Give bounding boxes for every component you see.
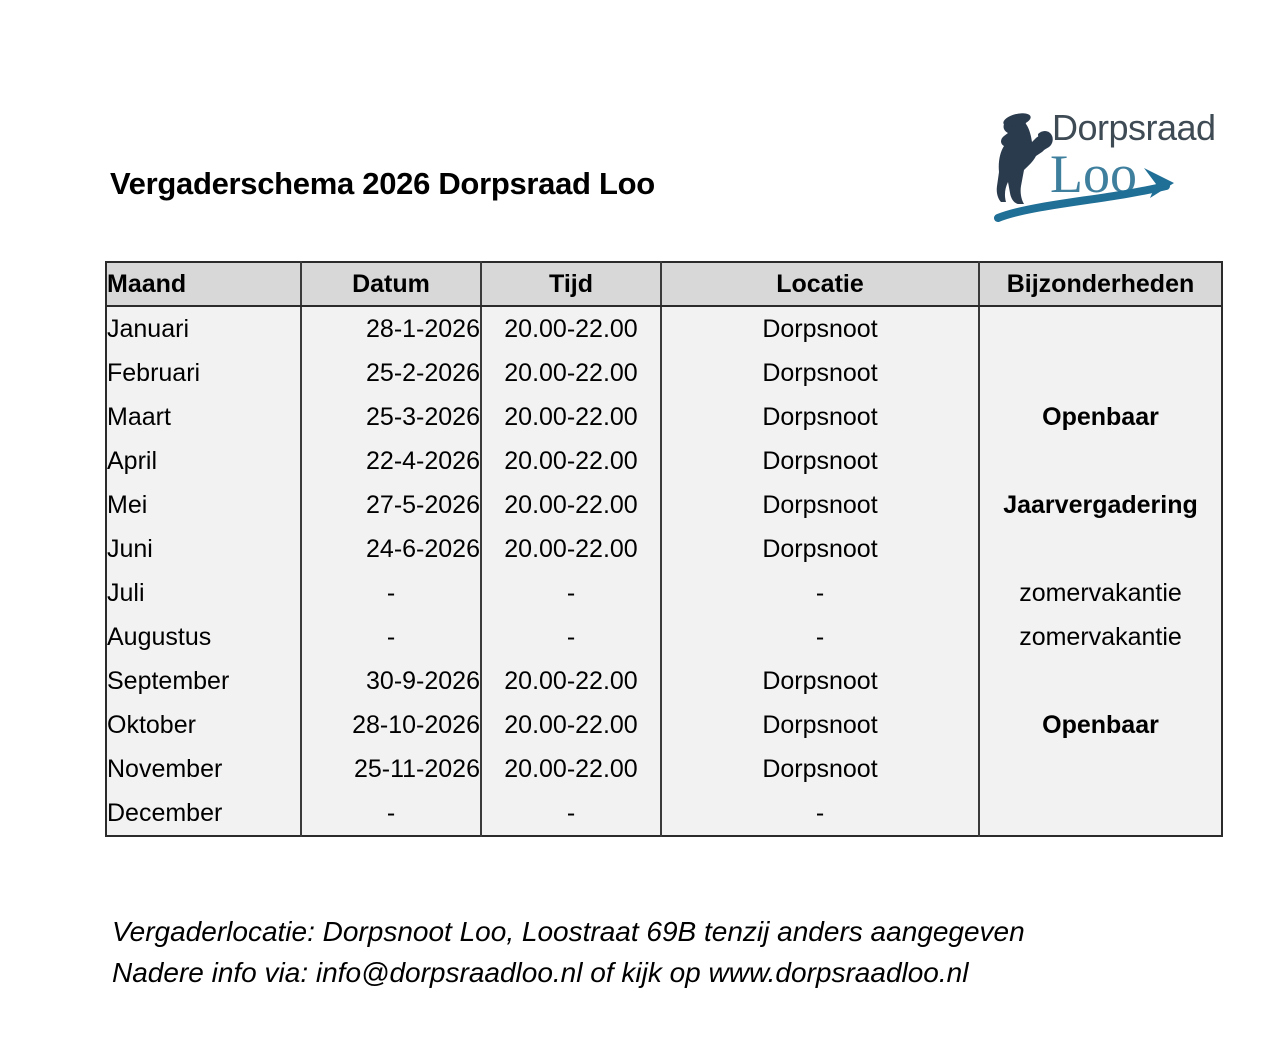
- column-header-locatie: Locatie: [661, 262, 979, 306]
- column-header-datum: Datum: [301, 262, 481, 306]
- cell-locatie: -: [661, 615, 979, 659]
- cell-datum: 28-1-2026: [301, 306, 481, 351]
- cell-datum: -: [301, 571, 481, 615]
- cell-tijd: 20.00-22.00: [481, 439, 661, 483]
- cell-maand: Mei: [106, 483, 301, 527]
- cell-tijd: 20.00-22.00: [481, 703, 661, 747]
- cell-tijd: 20.00-22.00: [481, 395, 661, 439]
- cell-maand: Januari: [106, 306, 301, 351]
- cell-datum: 25-3-2026: [301, 395, 481, 439]
- cell-maand: Februari: [106, 351, 301, 395]
- cell-tijd: 20.00-22.00: [481, 659, 661, 703]
- footer-notes: [112, 912, 1172, 993]
- cell-bijzonderheden: [979, 351, 1222, 395]
- cell-bijzonderheden: zomervakantie: [979, 615, 1222, 659]
- cell-bijzonderheden: [979, 747, 1222, 791]
- table-header-row: [106, 262, 1222, 306]
- table-row: [106, 747, 1222, 791]
- cell-locatie: Dorpsnoot: [661, 527, 979, 571]
- cell-tijd: -: [481, 791, 661, 836]
- cell-datum: 25-2-2026: [301, 351, 481, 395]
- cell-locatie: Dorpsnoot: [661, 747, 979, 791]
- cell-maand: Juli: [106, 571, 301, 615]
- cell-bijzonderheden: [979, 659, 1222, 703]
- cell-maand: Juni: [106, 527, 301, 571]
- meeting-schedule-table: [105, 261, 1223, 837]
- cell-locatie: Dorpsnoot: [661, 395, 979, 439]
- cell-bijzonderheden: Openbaar: [979, 703, 1222, 747]
- table-row: [106, 703, 1222, 747]
- cell-bijzonderheden: zomervakantie: [979, 571, 1222, 615]
- table-row: [106, 791, 1222, 836]
- cell-locatie: Dorpsnoot: [661, 659, 979, 703]
- cell-maand: April: [106, 439, 301, 483]
- cell-datum: -: [301, 615, 481, 659]
- cell-locatie: Dorpsnoot: [661, 703, 979, 747]
- person-silhouette-icon: [997, 111, 1053, 204]
- table-row: [106, 439, 1222, 483]
- cell-bijzonderheden: [979, 791, 1222, 836]
- table-row: [106, 483, 1222, 527]
- cell-datum: 25-11-2026: [301, 747, 481, 791]
- cell-maand: Maart: [106, 395, 301, 439]
- cell-tijd: 20.00-22.00: [481, 483, 661, 527]
- schedule-table-container: [105, 261, 1223, 837]
- cell-locatie: Dorpsnoot: [661, 483, 979, 527]
- page-title: Vergaderschema 2026 Dorpsraad Loo: [110, 166, 655, 201]
- footer-line-location: Vergaderlocatie: Dorpsnoot Loo, Loostraat 69B tenzij anders aangegeven: [112, 916, 1025, 947]
- table-row: [106, 306, 1222, 351]
- cell-locatie: Dorpsnoot: [661, 351, 979, 395]
- footer-line-contact: Nadere info via: info@dorpsraadloo.nl of kijk op www.dorpsraadloo.nl: [112, 956, 969, 988]
- cell-maand: Oktober: [106, 703, 301, 747]
- cell-bijzonderheden: Openbaar: [979, 395, 1222, 439]
- dorpsraad-loo-logo: [988, 100, 1226, 230]
- cell-maand: November: [106, 747, 301, 791]
- cell-locatie: -: [661, 571, 979, 615]
- cell-datum: 24-6-2026: [301, 527, 481, 571]
- cell-datum: -: [301, 791, 481, 836]
- logo-text-dorpsraad: Dorpsraad: [1052, 107, 1216, 148]
- cell-bijzonderheden: [979, 527, 1222, 571]
- column-header-bijzonderheden: Bijzonderheden: [979, 262, 1222, 306]
- cell-maand: Augustus: [106, 615, 301, 659]
- table-row: [106, 351, 1222, 395]
- cell-datum: 28-10-2026: [301, 703, 481, 747]
- logo-text-loo: Loo: [1050, 144, 1137, 204]
- cell-bijzonderheden: [979, 439, 1222, 483]
- cell-tijd: -: [481, 571, 661, 615]
- cell-tijd: 20.00-22.00: [481, 527, 661, 571]
- table-row: [106, 395, 1222, 439]
- cell-datum: 22-4-2026: [301, 439, 481, 483]
- cell-datum: 27-5-2026: [301, 483, 481, 527]
- logo-graphic: [988, 100, 1226, 230]
- table-row: [106, 527, 1222, 571]
- cell-bijzonderheden: [979, 306, 1222, 351]
- column-header-tijd: Tijd: [481, 262, 661, 306]
- cell-maand: September: [106, 659, 301, 703]
- table-row: [106, 571, 1222, 615]
- cell-locatie: -: [661, 791, 979, 836]
- cell-tijd: 20.00-22.00: [481, 747, 661, 791]
- cell-tijd: 20.00-22.00: [481, 351, 661, 395]
- table-row: [106, 659, 1222, 703]
- cell-tijd: 20.00-22.00: [481, 306, 661, 351]
- cell-tijd: -: [481, 615, 661, 659]
- table-header: [106, 262, 1222, 306]
- cell-datum: 30-9-2026: [301, 659, 481, 703]
- cell-locatie: Dorpsnoot: [661, 439, 979, 483]
- cell-bijzonderheden: Jaarvergadering: [979, 483, 1222, 527]
- column-header-maand: Maand: [106, 262, 301, 306]
- cell-maand: December: [106, 791, 301, 836]
- table-row: [106, 615, 1222, 659]
- cell-locatie: Dorpsnoot: [661, 306, 979, 351]
- table-body: [106, 306, 1222, 836]
